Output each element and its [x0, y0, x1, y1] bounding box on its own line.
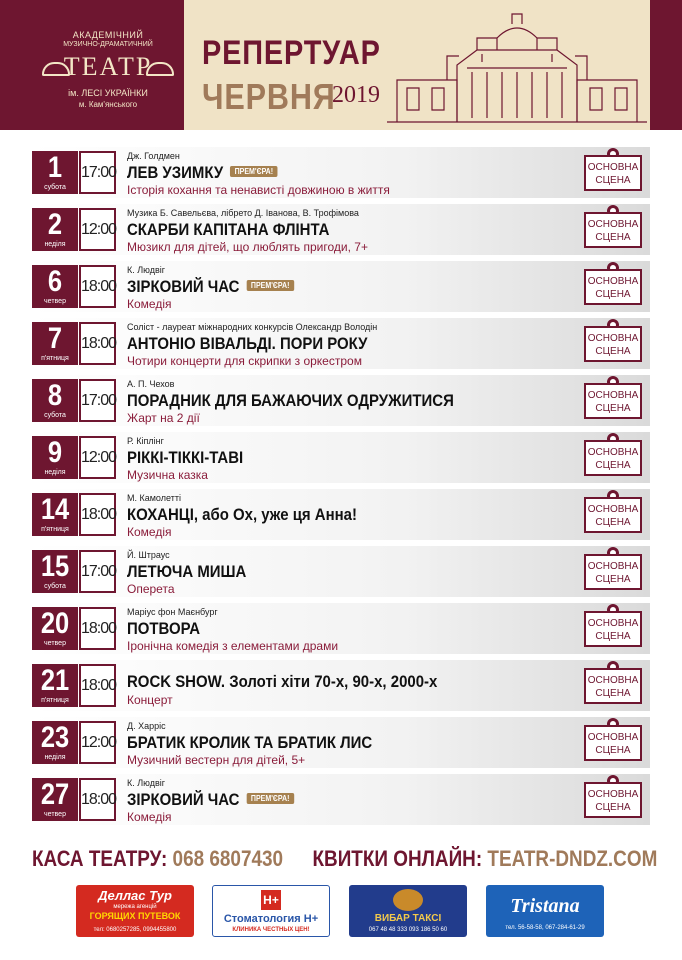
event-date	[32, 379, 78, 422]
venue-line-1: ОСНОВНА	[587, 618, 639, 629]
event-date	[32, 721, 78, 764]
event-day: 20	[40, 607, 70, 640]
event-row[interactable]	[32, 204, 650, 255]
event-author: Музика Б. Савельєва, лібрето Д. Іванова, В. Трофімова	[127, 208, 359, 218]
event-description: Жарт на 2 дії	[127, 411, 200, 425]
venue-line-1: ОСНОВНА	[587, 675, 639, 686]
event-title-text: БРАТИК КРОЛИК ТА БРАТИК ЛИС	[127, 733, 373, 752]
theatre-building-icon	[387, 10, 647, 128]
event-date	[32, 151, 78, 194]
venue-line-1: ОСНОВНА	[587, 789, 639, 800]
venue-line-2: СЦЕНА	[595, 631, 631, 642]
event-weekday: субота	[44, 184, 66, 191]
venue-line-1: ОСНОВНА	[587, 732, 639, 743]
venue-line-2: СЦЕНА	[595, 232, 631, 243]
event-title-text: ЗІРКОВИЙ ЧАС	[127, 790, 240, 809]
event-time: 17:00	[79, 151, 116, 194]
event-title-text: ЛЕВ УЗИМКУ	[127, 163, 224, 182]
event-description: Чотири концерти для скрипки з оркестром	[127, 354, 362, 368]
box-office-label: КАСА ТЕАТРУ:	[32, 846, 168, 871]
event-title-text: КОХАНЦІ, або Ох, уже ця Анна!	[127, 505, 357, 524]
event-title-text: ПОТВОРА	[127, 619, 201, 638]
logo-line-3: ім. ЛЕСІ УКРАЇНКИ	[68, 88, 148, 98]
event-weekday: п'ятниця	[41, 355, 69, 362]
stomatology-logo-icon: Н+	[261, 890, 281, 910]
event-weekday: субота	[44, 412, 66, 419]
repertoire-list	[32, 147, 650, 831]
event-title	[127, 334, 367, 354]
logo-swirl-right-icon	[146, 62, 174, 76]
event-title-text: ЗІРКОВИЙ ЧАС	[127, 277, 240, 296]
premiere-badge: ПРЕМ'ЄРА!	[230, 166, 277, 177]
poster-title: РЕПЕРТУАР	[202, 34, 381, 72]
event-title	[127, 448, 243, 468]
venue-line-2: СЦЕНА	[595, 460, 631, 471]
venue-line-2: СЦЕНА	[595, 175, 631, 186]
sponsor-phones: 067 48 48 333 093 186 50 60	[368, 927, 448, 933]
event-title	[127, 562, 246, 582]
event-day: 6	[47, 265, 63, 298]
event-day: 23	[40, 721, 70, 754]
logo-line-1: АКАДЕМІЧНИЙ	[72, 30, 144, 40]
event-title	[127, 672, 437, 692]
event-day: 15	[40, 550, 70, 583]
event-title	[127, 733, 372, 753]
event-date	[32, 493, 78, 536]
event-time: 17:00	[79, 550, 116, 593]
event-date	[32, 436, 78, 479]
event-description: Оперета	[127, 582, 175, 596]
sponsor-dellas-tour[interactable]	[76, 885, 194, 937]
event-author: М. Камолетті	[127, 493, 181, 503]
event-date	[32, 208, 78, 251]
poster-month: ЧЕРВНЯ	[202, 76, 336, 117]
sponsor-stomatology[interactable]	[212, 885, 330, 937]
event-description: Історія кохання та ненависті довжиною в життя	[127, 183, 390, 197]
venue-line-2: СЦЕНА	[595, 802, 631, 813]
event-row[interactable]	[32, 717, 650, 768]
event-author: Й. Штраус	[127, 550, 170, 560]
event-description: Музичний вестерн для дітей, 5+	[127, 753, 306, 767]
event-author: Дж. Голдмен	[127, 151, 180, 161]
event-row[interactable]	[32, 660, 650, 711]
event-title-text: РІККІ-ТІККІ-ТАВІ	[127, 448, 244, 467]
event-time: 18:00	[79, 322, 116, 365]
venue-button[interactable]	[584, 668, 642, 704]
event-title-text: ROCK SHOW. Золоті хіти 70-х, 90-х, 2000-х	[127, 672, 438, 691]
event-title-text: ЛЕТЮЧА МИША	[127, 562, 247, 581]
venue-button[interactable]	[584, 440, 642, 476]
event-date	[32, 778, 78, 821]
event-author: А. П. Чехов	[127, 379, 175, 389]
sponsor-phones: тел. 56-58-58, 067-284-61-29	[505, 925, 585, 931]
logo-name: ТЕАТР	[63, 52, 153, 81]
venue-line-1: ОСНОВНА	[587, 276, 639, 287]
sponsor-name: Tristana	[510, 895, 580, 917]
venue-line-1: ОСНОВНА	[587, 504, 639, 515]
event-title	[127, 619, 200, 639]
event-title	[127, 505, 357, 525]
box-office-phone[interactable]: 068 6807430	[172, 846, 284, 871]
event-description: Музична казка	[127, 468, 208, 482]
sponsor-name: ВИБАР ТАКСІ	[374, 913, 442, 924]
event-row[interactable]	[32, 489, 650, 540]
event-author: Р. Кіплінг	[127, 436, 164, 446]
event-date	[32, 550, 78, 593]
event-row[interactable]	[32, 603, 650, 654]
venue-button[interactable]	[584, 155, 642, 191]
left-accent-bar	[0, 0, 32, 130]
event-day: 27	[40, 778, 70, 811]
event-title	[127, 220, 329, 240]
sponsor-tristana[interactable]	[486, 885, 604, 937]
venue-line-2: СЦЕНА	[595, 346, 631, 357]
venue-line-2: СЦЕНА	[595, 688, 631, 699]
logo-line-2: МУЗИЧНО-ДРАМАТИЧНИЙ	[63, 41, 153, 48]
event-time: 18:00	[79, 607, 116, 650]
sponsor-taxi[interactable]	[349, 885, 467, 937]
event-day: 9	[47, 436, 63, 469]
event-weekday: четвер	[44, 298, 66, 305]
premiere-badge: ПРЕМ'ЄРА!	[247, 280, 294, 291]
event-time: 12:00	[79, 721, 116, 764]
event-weekday: неділя	[44, 754, 66, 761]
venue-line-2: СЦЕНА	[595, 745, 631, 756]
event-weekday: неділя	[44, 469, 66, 476]
event-author: К. Людвіг	[127, 778, 166, 788]
event-row[interactable]	[32, 261, 650, 312]
venue-line-1: ОСНОВНА	[587, 219, 639, 230]
sponsor-extra: ГОРЯЩИХ ПУТЕВОК	[89, 911, 181, 921]
event-time: 18:00	[79, 265, 116, 308]
sponsor-name: Деллас Тур	[98, 888, 172, 903]
venue-button[interactable]	[584, 383, 642, 419]
event-day: 7	[47, 322, 63, 355]
venue-button[interactable]	[584, 554, 642, 590]
event-time: 18:00	[79, 778, 116, 821]
venue-line-2: СЦЕНА	[595, 574, 631, 585]
event-description: Іронічна комедія з елементами драми	[127, 639, 339, 653]
event-date	[32, 607, 78, 650]
venue-button[interactable]	[584, 269, 642, 305]
right-accent-bar	[650, 0, 682, 130]
event-weekday: неділя	[44, 241, 66, 248]
event-title	[127, 790, 294, 810]
event-row[interactable]	[32, 774, 650, 825]
sponsor-sub: КЛИНИКА ЧЕСТНЫХ ЦЕН!	[232, 927, 310, 933]
venue-button[interactable]	[584, 326, 642, 362]
event-row[interactable]	[32, 318, 650, 369]
logo-line-4: м. Кам'янського	[78, 100, 138, 109]
event-author: Маріус фон Маєнбург	[127, 607, 218, 617]
event-day: 14	[40, 493, 70, 526]
event-date	[32, 664, 78, 707]
sponsor-sub: мережа агенцій	[113, 904, 157, 910]
venue-line-1: ОСНОВНА	[587, 333, 639, 344]
event-row[interactable]	[32, 375, 650, 426]
event-author: К. Людвіг	[127, 265, 166, 275]
event-author: Д. Харріс	[127, 721, 166, 731]
event-day: 21	[40, 664, 70, 697]
event-day: 2	[47, 208, 63, 241]
venue-line-2: СЦЕНА	[595, 289, 631, 300]
event-title-text: СКАРБИ КАПІТАНА ФЛІНТА	[127, 220, 330, 239]
event-title	[127, 391, 454, 411]
event-row[interactable]	[32, 147, 650, 198]
event-weekday: субота	[44, 583, 66, 590]
event-row[interactable]	[32, 546, 650, 597]
venue-button[interactable]	[584, 782, 642, 818]
taxi-logo-icon	[393, 889, 423, 911]
venue-button[interactable]	[584, 212, 642, 248]
event-weekday: четвер	[44, 811, 66, 818]
event-time: 17:00	[79, 379, 116, 422]
venue-line-1: ОСНОВНА	[587, 390, 639, 401]
event-weekday: п'ятниця	[41, 697, 69, 704]
premiere-badge: ПРЕМ'ЄРА!	[247, 793, 294, 804]
venue-line-1: ОСНОВНА	[587, 447, 639, 458]
venue-line-1: ОСНОВНА	[587, 162, 639, 173]
event-day: 8	[47, 379, 63, 412]
venue-button[interactable]	[584, 725, 642, 761]
sponsor-phones: тел: 0680257285, 0994455800	[93, 927, 177, 933]
event-row[interactable]	[32, 432, 650, 483]
venue-button[interactable]	[584, 611, 642, 647]
event-day: 1	[47, 151, 63, 184]
venue-line-2: СЦЕНА	[595, 517, 631, 528]
event-time: 18:00	[79, 493, 116, 536]
online-tickets-label: КВИТКИ ОНЛАЙН:	[312, 846, 483, 871]
event-description: Концерт	[127, 693, 173, 707]
poster-year: 2019	[332, 82, 380, 108]
event-title	[127, 163, 277, 183]
event-date	[32, 322, 78, 365]
venue-line-1: ОСНОВНА	[587, 561, 639, 572]
event-time: 12:00	[79, 436, 116, 479]
event-date	[32, 265, 78, 308]
event-author: Соліст - лауреат міжнародних конкурсів Олександр Володін	[127, 322, 378, 332]
event-weekday: четвер	[44, 640, 66, 647]
sponsor-name: Стоматология Н+	[223, 913, 319, 925]
theatre-logo	[32, 0, 184, 130]
event-title-text: ПОРАДНИК ДЛЯ БАЖАЮЧИХ ОДРУЖИТИСЯ	[127, 391, 454, 410]
event-title	[127, 277, 294, 297]
event-description: Мюзикл для дітей, що люблять пригоди, 7+	[127, 240, 368, 254]
event-time: 18:00	[79, 664, 116, 707]
online-tickets-site[interactable]: TEATR-DNDZ.COM	[487, 846, 658, 871]
event-weekday: п'ятниця	[41, 526, 69, 533]
event-description: Комедія	[127, 297, 172, 311]
event-time: 12:00	[79, 208, 116, 251]
event-description: Комедія	[127, 810, 172, 824]
venue-button[interactable]	[584, 497, 642, 533]
event-description: Комедія	[127, 525, 172, 539]
venue-line-2: СЦЕНА	[595, 403, 631, 414]
event-title-text: АНТОНІО ВІВАЛЬДІ. ПОРИ РОКУ	[127, 334, 368, 353]
contacts-line	[32, 846, 658, 876]
sponsor-logos	[76, 885, 616, 937]
poster-header	[32, 0, 650, 130]
